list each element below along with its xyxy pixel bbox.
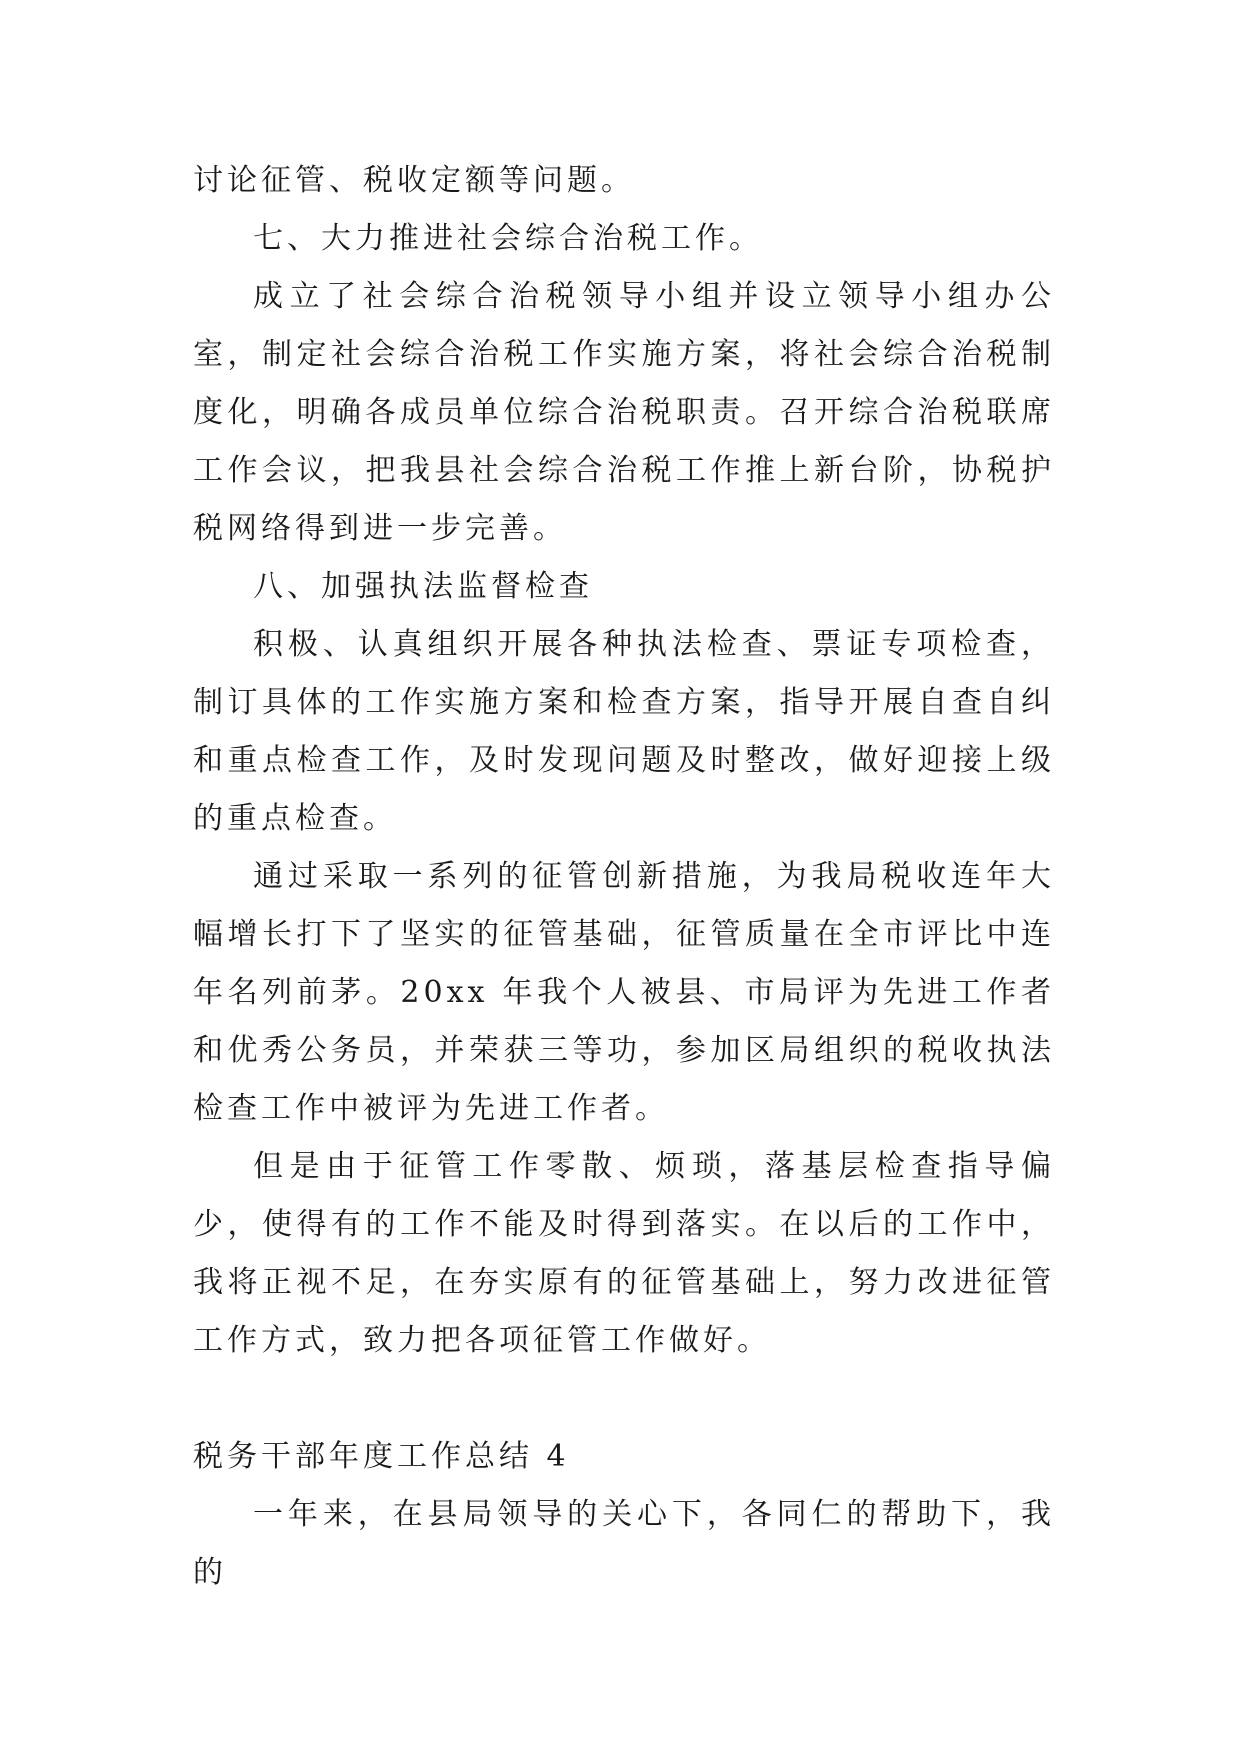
paragraph-opening: 一年来，在县局领导的关心下，各同仁的帮助下，我的	[193, 1497, 1055, 1590]
paragraph-inspection: 积极、认真组织开展各种执法检查、票证专项检查，制订具体的工作实施方案和检查方案，指导开展自查自纠和重点检查工作，及时发现问题及时整改，做好迎接上级的重点检查。	[193, 627, 1055, 836]
paragraph-comprehensive-tax: 成立了社会综合治税领导小组并设立领导小组办公室，制定社会综合治税工作实施方案，将社会综合治税制度化，明确各成员单位综合治税职责。召开综合治税联席工作会议，把我县社会综合治税工作推上新台阶，协税护税网络得到进一步完善。	[193, 279, 1055, 546]
section-title: 税务干部年度工作总结 4	[193, 1439, 570, 1474]
heading-eight: 八、加强执法监督检查	[253, 569, 593, 604]
paragraph-continuation: 讨论征管、税收定额等问题。	[193, 163, 635, 198]
heading-seven: 七、大力推进社会综合治税工作。	[253, 221, 763, 256]
document-body	[193, 152, 1055, 1602]
section-spacer	[193, 1370, 1055, 1428]
paragraph-achievements: 通过采取一系列的征管创新措施，为我局税收连年大幅增长打下了坚实的征管基础，征管质量在全市评比中连年名列前茅。20xx 年我个人被县、市局评为先进工作者和优秀公务员，并荣获三等功，参加区局组织的税收执法检查工作中被评为先进工作者。	[193, 859, 1055, 1126]
paragraph-shortcomings: 但是由于征管工作零散、烦琐，落基层检查指导偏少，使得有的工作不能及时得到落实。在以后的工作中，我将正视不足，在夯实原有的征管基础上，努力改进征管工作方式，致力把各项征管工作做好。	[193, 1149, 1055, 1358]
